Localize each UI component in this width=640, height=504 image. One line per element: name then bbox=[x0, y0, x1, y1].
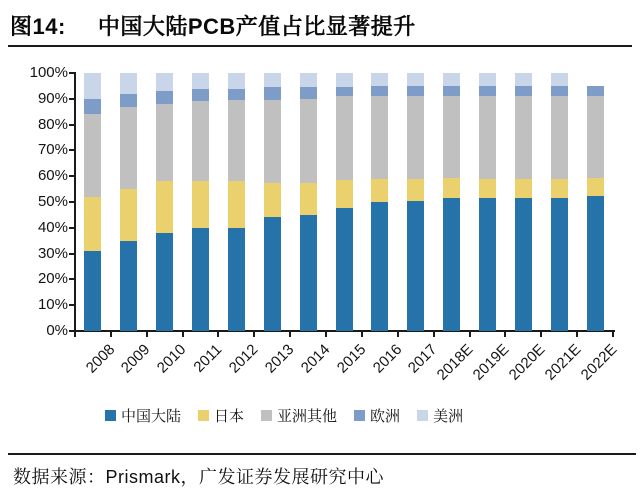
bar-segment-欧洲 bbox=[192, 89, 209, 102]
bar-segment-欧洲 bbox=[156, 91, 173, 104]
y-tick-mark bbox=[69, 227, 74, 229]
stacked-bar-2013 bbox=[264, 73, 281, 331]
bar-segment-亚洲其他 bbox=[336, 96, 353, 180]
figure-header bbox=[10, 10, 416, 41]
figure-label: 图14: bbox=[10, 14, 66, 39]
x-tick-mark bbox=[182, 332, 184, 337]
x-tick-mark bbox=[469, 332, 471, 337]
x-axis-label-2020E: 2020E bbox=[505, 341, 549, 384]
x-axis-label-2019E: 2019E bbox=[469, 341, 513, 384]
x-axis-label-2017: 2017 bbox=[405, 341, 441, 377]
bar-segment-亚洲其他 bbox=[264, 100, 281, 183]
bar-segment-欧洲 bbox=[120, 94, 137, 107]
bar-segment-中国大陆 bbox=[443, 198, 460, 331]
x-axis-label-2013: 2013 bbox=[261, 341, 298, 377]
bar-segment-美洲 bbox=[443, 73, 460, 86]
bar-segment-亚洲其他 bbox=[156, 104, 173, 181]
bar-segment-日本 bbox=[300, 183, 317, 215]
stacked-bar-2014 bbox=[300, 73, 317, 331]
y-tick-label: 70% bbox=[37, 141, 68, 159]
x-tick-mark bbox=[74, 332, 76, 337]
bar-segment-美洲 bbox=[228, 73, 245, 88]
bar-segment-日本 bbox=[336, 180, 353, 208]
legend-label: 中国大陆 bbox=[121, 408, 182, 425]
y-tick-mark bbox=[69, 98, 74, 100]
x-tick-mark bbox=[217, 332, 219, 337]
legend-swatch-icon bbox=[261, 410, 272, 421]
bar-segment-日本 bbox=[84, 197, 101, 251]
bar-segment-欧洲 bbox=[371, 86, 388, 96]
stacked-bar-2009 bbox=[120, 73, 137, 331]
legend-label: 日本 bbox=[214, 408, 245, 425]
legend-item-美洲 bbox=[417, 405, 463, 426]
x-tick-mark bbox=[540, 332, 542, 337]
bar-segment-日本 bbox=[192, 181, 209, 227]
x-axis-label-2011: 2011 bbox=[190, 341, 226, 376]
stacked-bar-2011 bbox=[192, 73, 209, 331]
bar-segment-美洲 bbox=[479, 73, 496, 86]
x-tick-mark bbox=[576, 332, 578, 337]
title-divider bbox=[8, 45, 632, 47]
stacked-bar-chart bbox=[0, 50, 640, 445]
y-tick-mark bbox=[69, 278, 74, 280]
bar-segment-中国大陆 bbox=[264, 217, 281, 331]
legend-swatch-icon bbox=[105, 410, 116, 421]
bar-segment-亚洲其他 bbox=[228, 100, 245, 181]
bar-segment-亚洲其他 bbox=[300, 99, 317, 183]
bar-segment-亚洲其他 bbox=[551, 96, 568, 179]
bar-segment-中国大陆 bbox=[156, 233, 173, 331]
bar-segment-中国大陆 bbox=[192, 228, 209, 331]
footer-divider bbox=[8, 453, 636, 455]
bar-segment-美洲 bbox=[192, 73, 209, 88]
bar-segment-亚洲其他 bbox=[443, 96, 460, 177]
bar-segment-日本 bbox=[587, 178, 604, 196]
y-axis-line bbox=[74, 72, 76, 332]
bar-segment-亚洲其他 bbox=[587, 96, 604, 177]
legend-item-日本 bbox=[198, 405, 244, 426]
x-axis-label-2008: 2008 bbox=[82, 341, 118, 377]
bar-segment-中国大陆 bbox=[407, 201, 424, 331]
x-tick-mark bbox=[433, 332, 435, 337]
x-tick-mark bbox=[146, 332, 148, 337]
y-tick-label: 20% bbox=[37, 270, 68, 288]
bar-segment-美洲 bbox=[551, 73, 568, 86]
legend-swatch-icon bbox=[417, 410, 428, 421]
bar-segment-中国大陆 bbox=[587, 196, 604, 331]
bar-segment-亚洲其他 bbox=[479, 96, 496, 179]
bar-segment-欧洲 bbox=[479, 86, 496, 96]
x-tick-mark bbox=[325, 332, 327, 337]
y-tick-label: 90% bbox=[37, 89, 68, 107]
bar-segment-欧洲 bbox=[228, 89, 245, 101]
bar-segment-亚洲其他 bbox=[84, 114, 101, 197]
x-axis-label-2021E: 2021E bbox=[541, 341, 585, 384]
legend-swatch-icon bbox=[198, 410, 209, 421]
bar-segment-美洲 bbox=[120, 73, 137, 94]
bar-segment-美洲 bbox=[371, 73, 388, 86]
bar-segment-中国大陆 bbox=[336, 208, 353, 331]
x-tick-mark bbox=[612, 332, 614, 337]
bar-segment-日本 bbox=[515, 179, 532, 198]
y-tick-mark bbox=[69, 149, 74, 151]
x-tick-mark bbox=[110, 332, 112, 337]
bar-segment-日本 bbox=[228, 181, 245, 227]
figure-title: 中国大陆PCB产值占比显著提升 bbox=[97, 14, 416, 39]
bar-segment-亚洲其他 bbox=[192, 101, 209, 181]
bar-segment-日本 bbox=[371, 179, 388, 202]
y-tick-mark bbox=[69, 72, 74, 74]
bar-segment-中国大陆 bbox=[371, 202, 388, 331]
stacked-bar-2020E bbox=[515, 73, 532, 331]
x-axis-label-2012: 2012 bbox=[225, 341, 262, 377]
y-tick-label: 0% bbox=[46, 322, 68, 339]
x-axis-label-2014: 2014 bbox=[297, 341, 334, 377]
x-tick-mark bbox=[253, 332, 255, 337]
y-tick-mark bbox=[69, 201, 74, 203]
bar-segment-欧洲 bbox=[300, 87, 317, 99]
legend-item-亚洲其他 bbox=[261, 405, 337, 426]
y-tick-label: 30% bbox=[37, 244, 68, 262]
bar-segment-中国大陆 bbox=[479, 198, 496, 331]
bar-segment-美洲 bbox=[264, 73, 281, 87]
bar-segment-日本 bbox=[156, 181, 173, 233]
stacked-bar-2010 bbox=[156, 73, 173, 331]
bar-segment-中国大陆 bbox=[228, 228, 245, 331]
y-tick-mark bbox=[69, 124, 74, 126]
stacked-bar-2018E bbox=[443, 73, 460, 331]
bar-segment-美洲 bbox=[336, 73, 353, 87]
bar-segment-美洲 bbox=[300, 73, 317, 87]
legend-label: 亚洲其他 bbox=[277, 408, 338, 425]
x-axis-label-2022E: 2022E bbox=[577, 341, 621, 384]
stacked-bar-2021E bbox=[551, 73, 568, 331]
y-tick-label: 40% bbox=[37, 218, 68, 236]
bar-segment-欧洲 bbox=[551, 86, 568, 96]
bar-segment-中国大陆 bbox=[551, 198, 568, 331]
bar-segment-亚洲其他 bbox=[120, 107, 137, 190]
stacked-bar-2019E bbox=[479, 73, 496, 331]
bar-segment-中国大陆 bbox=[84, 251, 101, 331]
bar-segment-日本 bbox=[443, 178, 460, 199]
y-tick-label: 80% bbox=[37, 115, 68, 133]
x-axis-label-2018E: 2018E bbox=[433, 341, 477, 384]
stacked-bar-2012 bbox=[228, 73, 245, 331]
bar-segment-亚洲其他 bbox=[515, 96, 532, 179]
legend-label: 欧洲 bbox=[370, 408, 401, 425]
legend-item-欧洲 bbox=[354, 405, 400, 426]
y-tick-mark bbox=[69, 304, 74, 306]
bar-segment-美洲 bbox=[407, 73, 424, 86]
bar-segment-欧洲 bbox=[407, 86, 424, 96]
y-tick-label: 10% bbox=[37, 296, 68, 314]
bar-segment-日本 bbox=[479, 179, 496, 198]
stacked-bar-2008 bbox=[84, 73, 101, 331]
stacked-bar-2016 bbox=[371, 73, 388, 331]
legend-swatch-icon bbox=[354, 410, 365, 421]
y-tick-label: 100% bbox=[29, 64, 68, 81]
bar-segment-欧洲 bbox=[84, 99, 101, 114]
x-axis-label-2010: 2010 bbox=[154, 341, 190, 377]
y-tick-mark bbox=[69, 175, 74, 177]
bar-segment-欧洲 bbox=[443, 86, 460, 96]
legend-label: 美洲 bbox=[433, 408, 464, 425]
stacked-bar-2015 bbox=[336, 73, 353, 331]
x-tick-mark bbox=[504, 332, 506, 337]
bar-segment-美洲 bbox=[156, 73, 173, 91]
data-source: 数据来源：Prismark，广发证券发展研究中心 bbox=[13, 467, 384, 487]
x-tick-mark bbox=[289, 332, 291, 337]
x-tick-mark bbox=[361, 332, 363, 337]
x-axis-label-2009: 2009 bbox=[118, 341, 154, 377]
bar-segment-欧洲 bbox=[587, 86, 604, 96]
bar-segment-美洲 bbox=[84, 73, 101, 99]
bar-segment-中国大陆 bbox=[515, 198, 532, 331]
legend-item-中国大陆 bbox=[105, 405, 181, 426]
bar-segment-欧洲 bbox=[515, 86, 532, 96]
x-tick-mark bbox=[397, 332, 399, 337]
bar-segment-日本 bbox=[120, 189, 137, 241]
bar-segment-日本 bbox=[407, 179, 424, 201]
bar-segment-中国大陆 bbox=[120, 241, 137, 331]
stacked-bar-2017 bbox=[407, 73, 424, 331]
chart-legend bbox=[105, 405, 565, 426]
y-tick-label: 60% bbox=[37, 167, 68, 185]
x-axis-label-2015: 2015 bbox=[333, 341, 370, 377]
x-axis-label-2016: 2016 bbox=[369, 341, 405, 377]
bar-segment-欧洲 bbox=[264, 87, 281, 100]
bar-segment-亚洲其他 bbox=[407, 96, 424, 179]
bar-segment-日本 bbox=[264, 183, 281, 218]
bar-segment-亚洲其他 bbox=[371, 96, 388, 179]
y-tick-mark bbox=[69, 253, 74, 255]
bar-segment-日本 bbox=[551, 179, 568, 198]
y-tick-label: 50% bbox=[37, 193, 68, 210]
bar-segment-欧洲 bbox=[336, 87, 353, 96]
stacked-bar-2022E bbox=[587, 73, 604, 331]
bar-segment-中国大陆 bbox=[300, 215, 317, 331]
bar-segment-美洲 bbox=[515, 73, 532, 86]
